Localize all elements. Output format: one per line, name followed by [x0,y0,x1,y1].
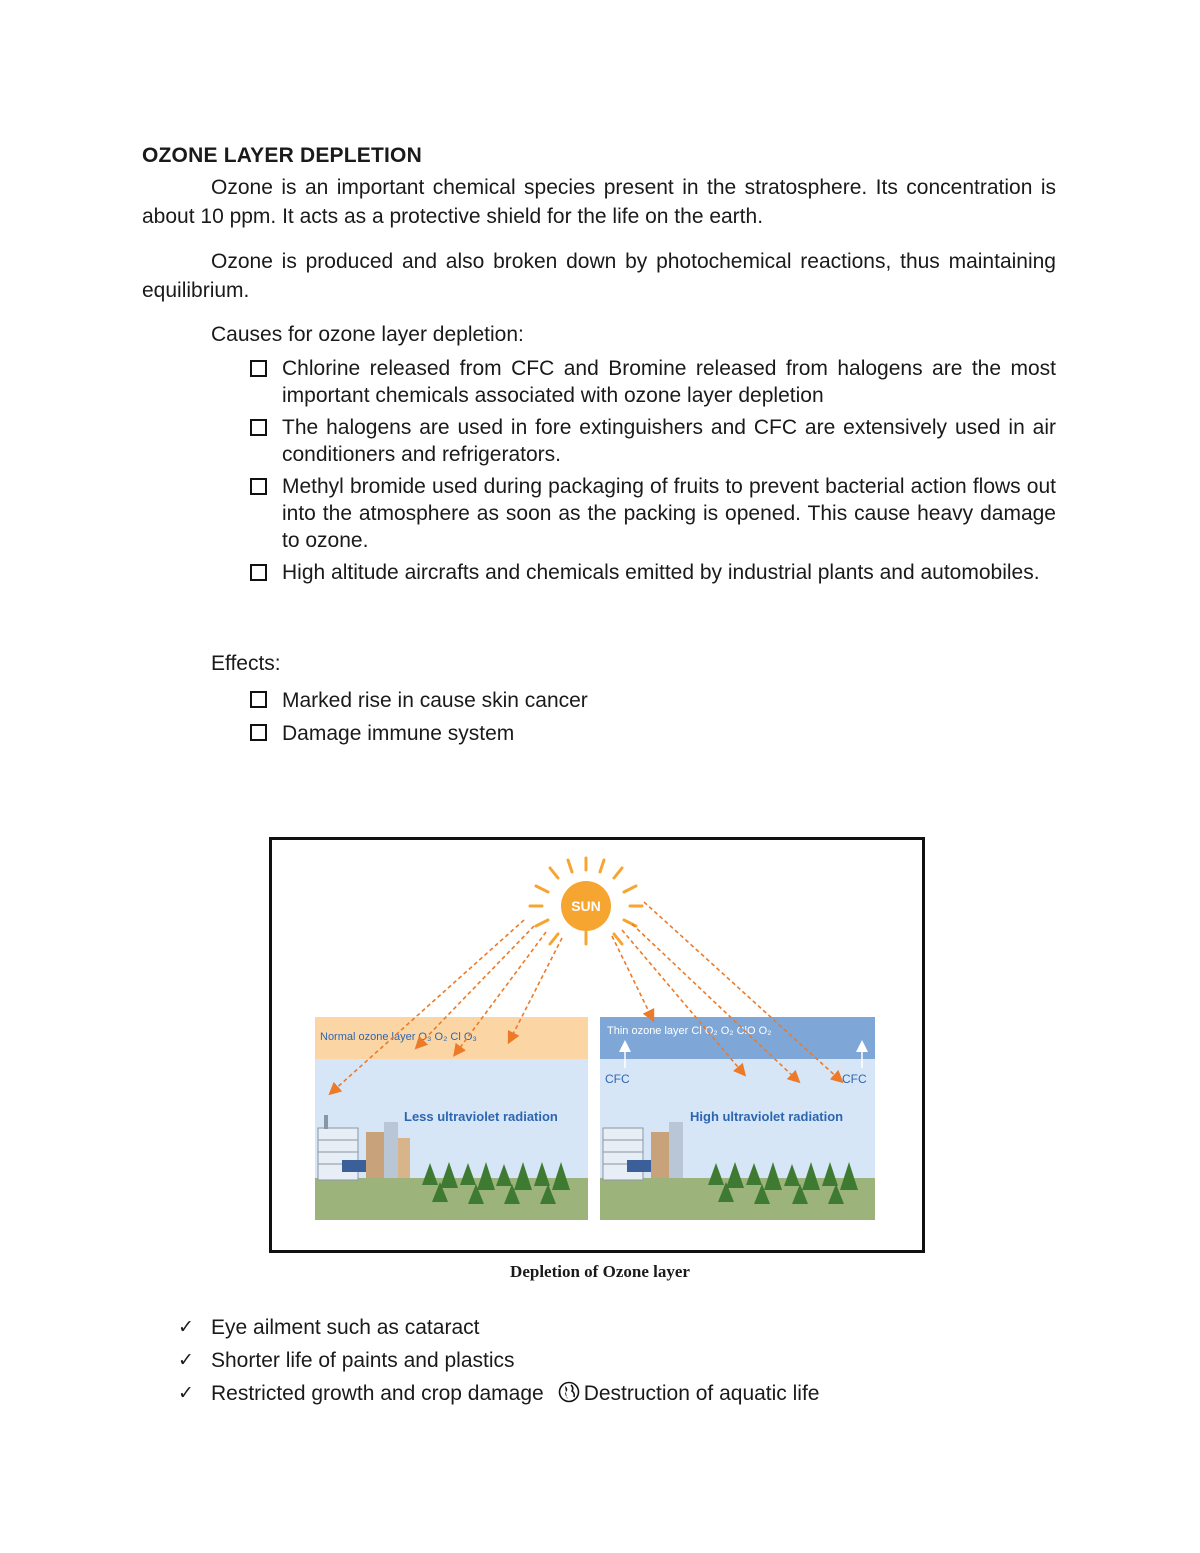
list-item: ✓ Restricted growth and crop damage Destruction of aquatic life [178,1377,819,1410]
cfc-label-left: CFC [605,1072,630,1086]
paragraph-equilibrium: Ozone is produced and also broken down by photochemical reactions, thus maintaining equilibrium. [142,250,1056,302]
cfc-label-right: CFC [842,1072,867,1086]
right-thin-ozone-layer [600,1017,875,1059]
checkmark-icon: ✓ [178,1383,194,1404]
list-item: Damage immune system [248,717,1056,750]
causes-list [248,355,1056,586]
causes-heading: Causes for ozone layer depletion: [211,323,524,346]
effects-list [248,684,1056,750]
list-item: Chlorine released from CFC and Bromine released from halogens are the most important chemicals associated with ozone layer depletion [248,355,1056,409]
list-item: High altitude aircrafts and chemicals emitted by industrial plants and automobiles. [248,559,1056,586]
right-panel [600,1017,875,1220]
left-panel [315,1017,588,1220]
svg-text:SUN: SUN [571,898,601,914]
right-layer-label: Thin ozone layer Cl O₂ O₂ ClO O₂ [607,1025,772,1037]
checkbox-bullet-icon [250,478,267,495]
high-uv-label: High ultraviolet radiation [690,1109,844,1124]
checkbox-bullet-icon [250,724,267,741]
ozone-depletion-figure [269,837,925,1253]
list-item: ✓ Eye ailment such as cataract [178,1311,819,1344]
list-item: The halogens are used in fore extinguishers and CFC are extensively used in air conditioners and refrigerators. [248,414,1056,468]
checkbox-bullet-icon [250,419,267,436]
less-uv-label: Less ultraviolet radiation [404,1109,558,1124]
ozone-diagram [272,840,922,1250]
factory-icon [603,1128,643,1180]
checkbox-bullet-icon [250,564,267,581]
list-item: Marked rise in cause skin cancer [248,684,1056,717]
checkmark-icon: ✓ [178,1317,194,1338]
figure-caption: Depletion of Ozone layer [510,1262,690,1281]
checkmark-icon: ✓ [178,1350,194,1371]
effects-checklist [178,1311,819,1410]
globe-icon [558,1381,580,1403]
page-title: OZONE LAYER DEPLETION [142,144,422,167]
effects-heading: Effects: [211,652,281,675]
checkbox-bullet-icon [250,691,267,708]
sun-icon [530,858,642,944]
checklist-extra-item: Destruction of aquatic life [583,1382,820,1405]
list-item: Methyl bromide used during packaging of fruits to prevent bacterial action flows out into the atmosphere as soon as the packing is opened. This cause heavy damage to ozone. [248,473,1056,554]
left-layer-label: Normal ozone layer O₃ O₂ Cl O₃ [320,1031,477,1043]
list-item: ✓ Shorter life of paints and plastics [178,1344,819,1377]
checkbox-bullet-icon [250,360,267,377]
paragraph-intro: Ozone is an important chemical species present in the stratosphere. Its concentration is about 10 ppm. It acts as a protective shield for the life on the earth. [142,176,1056,228]
